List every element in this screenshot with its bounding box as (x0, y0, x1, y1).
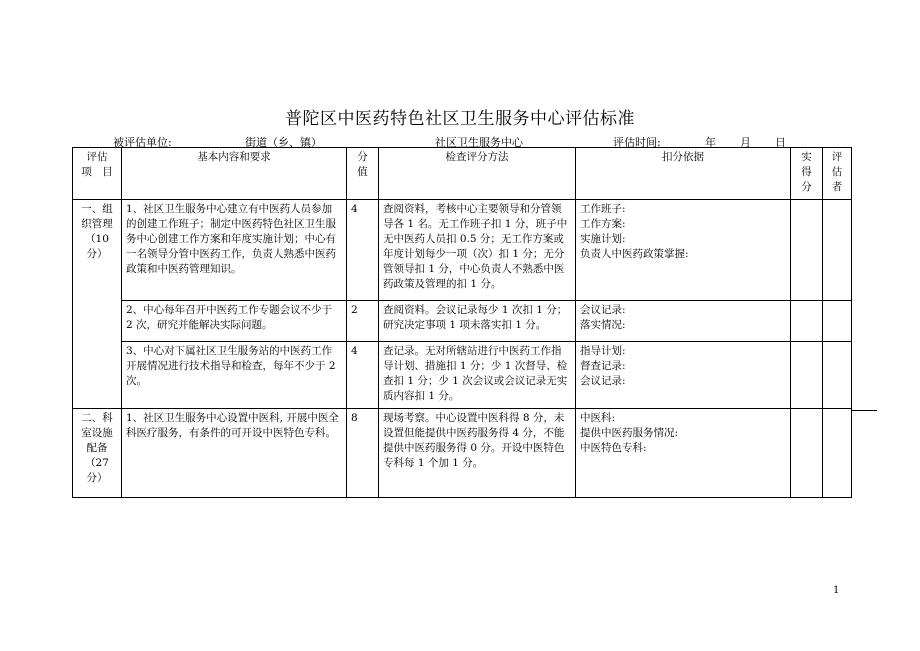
page-number: 1 (833, 585, 840, 596)
header-method: 检查评分方法 (379, 148, 576, 200)
assessed-unit-label: 被评估单位: (113, 136, 172, 149)
content-cell: 3、中心对下属社区卫生服务站的中医药工作开展情况进行技术指导和检查，每年不少于 2 次。 (122, 342, 347, 409)
table-row (73, 200, 852, 301)
method-cell: 查阅资料。会议记录每少 1 次扣 1 分；研究决定事项 1 项未落实扣 1 分。 (379, 301, 576, 342)
basis-cell: 工作班子: 工作方案: 实施计划: 负责人中医药政策掌握: (576, 200, 791, 301)
basis-cell: 会议记录: 落实情况: (576, 301, 791, 342)
actual-score-cell (791, 200, 823, 301)
assessment-time-label: 评估时间: (613, 136, 661, 149)
table-row (73, 301, 852, 342)
year-label: 年 (705, 136, 716, 149)
actual-score-cell (791, 301, 823, 342)
evaluator-cell (823, 200, 852, 301)
basis-cell: 指导计划: 督查记录: 会议记录: (576, 342, 791, 409)
method-cell: 查记录。无对所辖站进行中医药工作指导计划、措施扣 1 分；少 1 次督导、检查扣 1 分；少 1 次会议或会议记录无实质内容扣 1 分。 (379, 342, 576, 409)
table-divider-extension (851, 410, 877, 411)
content-cell: 2、中心每年召开中医药工作专题会议不少于 2 次，研究并能解决实际问题。 (122, 301, 347, 342)
header-evaluator: 评 估 者 (823, 148, 852, 200)
method-cell: 现场考察。中心设置中医科得 8 分，未设置但能提供中医药服务得 4 分，不能提供中医药服务得 0 分。开设中医特色专科每 1 个加 1 分。 (379, 409, 576, 498)
evaluator-cell (823, 409, 852, 498)
basis-cell: 中医科: 提供中医药服务情况: 中医特色专科: (576, 409, 791, 498)
header-item: 评估 项 目 (73, 148, 122, 200)
header-row (73, 148, 852, 200)
evaluation-table (72, 147, 852, 498)
table-row (73, 342, 852, 409)
header-content: 基本内容和要求 (122, 148, 347, 200)
category-cell: 二、科 室设施 配备 （27 分） (73, 409, 122, 498)
actual-score-cell (791, 342, 823, 409)
score-cell: 2 (347, 301, 379, 342)
page-title: 普陀区中医药特色社区卫生服务中心评估标准 (285, 109, 635, 129)
evaluator-cell (823, 342, 852, 409)
score-cell: 4 (347, 200, 379, 301)
center-label: 社区卫生服务中心 (435, 136, 523, 149)
score-cell: 8 (347, 409, 379, 498)
day-label: 日 (775, 136, 786, 149)
method-cell: 查阅资料，考核中心主要领导和分管领导各 1 名。无工作班子扣 1 分，班子中无中医药人员扣 0.5 分；无工作方案或年度计划每少一项（次）扣 1 分；无分管领导扣 1 分，中心负责人不熟悉中医药政策及管理的扣 1 分。 (379, 200, 576, 301)
actual-score-cell (791, 409, 823, 498)
street-label: 街道（乡、镇） (245, 136, 322, 149)
header-basis: 扣分依据 (576, 148, 791, 200)
evaluator-cell (823, 301, 852, 342)
score-cell: 4 (347, 342, 379, 409)
header-score: 分 值 (347, 148, 379, 200)
content-cell: 1、社区卫生服务中心建立有中医药人员参加的创建工作班子；制定中医药特色社区卫生服务中心创建工作方案和年度实施计划；中心有一名领导分管中医药工作，负责人熟悉中医药政策和中医药管理知识。 (122, 200, 347, 301)
content-cell: 1、社区卫生服务中心设置中医科, 开展中医全科医疗服务，有条件的可开设中医特色专科。 (122, 409, 347, 498)
category-cell: 一、组 织管理 （10 分） (73, 200, 122, 409)
month-label: 月 (740, 136, 751, 149)
header-actual-score: 实 得 分 (791, 148, 823, 200)
table-row (73, 409, 852, 498)
